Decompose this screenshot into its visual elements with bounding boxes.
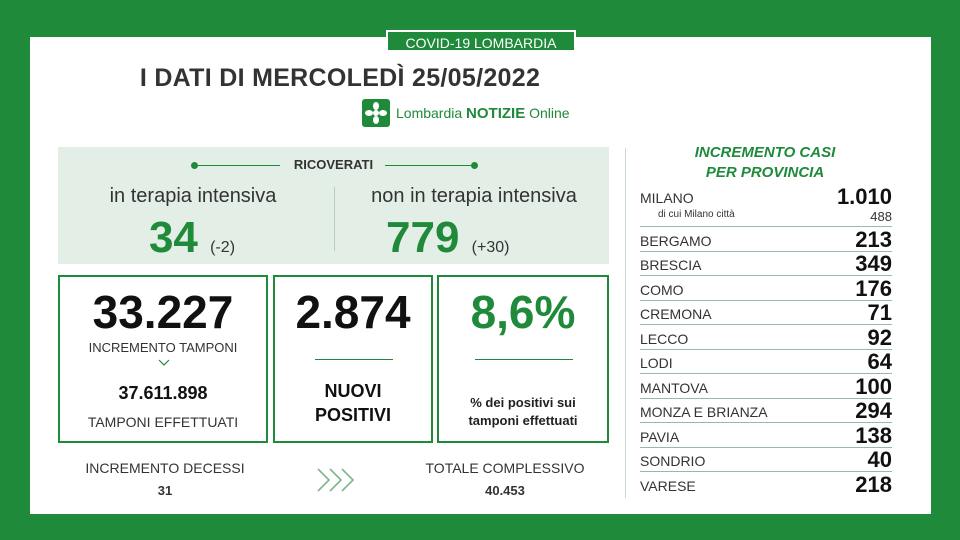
province-row-mantova (640, 376, 892, 399)
province-name: PAVIA (640, 429, 680, 445)
province-row-pavia (640, 425, 892, 448)
ricoverati-title: RICOVERATI (293, 157, 374, 172)
province-value: 218 (855, 472, 892, 497)
intensiva-label: in terapia intensiva (109, 185, 277, 207)
province-row-lecco (640, 327, 892, 350)
positivi-divider (315, 359, 393, 360)
province-name: COMO (640, 282, 684, 298)
province-value: 1.010 (836, 184, 892, 209)
tamponi-totale-value: 37.611.898 (118, 383, 208, 403)
province-value: 64 (867, 349, 892, 374)
brand-bold: NOTIZIE (466, 104, 526, 122)
region-tag: COVID-19 LOMBARDIA (386, 30, 576, 52)
province-value: 71 (867, 300, 892, 325)
province-name: MANTOVA (640, 380, 708, 396)
ricoverati-separator (334, 187, 335, 251)
province-name: LECCO (640, 331, 689, 347)
percentuale-box (437, 275, 609, 443)
province-row-monza (640, 400, 892, 423)
chevrons-right-icon (316, 466, 358, 494)
page-title: I DATI DI MERCOLEDÌ 25/05/2022 (139, 64, 541, 92)
tamponi-totale-label: TAMPONI EFFETTUATI (87, 414, 239, 430)
province-value: 213 (855, 227, 892, 252)
column-separator (625, 148, 626, 498)
ricoverati-panel (58, 147, 609, 264)
tamponi-box (58, 275, 268, 443)
province-title-2: PER PROVINCIA (705, 164, 825, 181)
chevron-down-icon (158, 359, 170, 367)
decessi-totale-label: TOTALE COMPLESSIVO (425, 460, 585, 476)
non-intensiva-number: 779 (386, 213, 460, 262)
milano-divider (640, 226, 892, 227)
province-name: CREMONA (640, 306, 712, 322)
milano-city-value: 488 (870, 209, 892, 224)
non-intensiva-delta: (+30) (471, 239, 510, 256)
tamponi-incremento-label: INCREMENTO TAMPONI (88, 340, 238, 355)
province-name: MILANO (640, 190, 694, 206)
intensiva-delta: (-2) (210, 239, 236, 256)
positivi-box (273, 275, 433, 443)
milano-city-row (640, 209, 892, 224)
province-row-sondrio (640, 449, 892, 472)
positivi-value: 2.874 (295, 286, 411, 338)
positivi-label-1: NUOVI (324, 381, 382, 401)
province-value: 294 (855, 398, 892, 423)
brand-text (396, 105, 570, 122)
dot-right (471, 162, 478, 169)
province-value: 138 (855, 423, 892, 448)
province-value: 40 (867, 447, 892, 472)
percentuale-value: 8,6% (470, 286, 576, 338)
province-name: BRESCIA (640, 257, 702, 273)
province-value: 92 (867, 325, 892, 350)
percentuale-label-1: % dei positivi sui (470, 395, 576, 410)
province-row-bergamo (640, 229, 892, 252)
positivi-label-2: POSITIVI (314, 405, 392, 425)
province-value: 176 (855, 276, 892, 301)
province-name: LODI (640, 355, 673, 371)
non-intensiva-value (386, 213, 606, 263)
intensiva-value (92, 213, 292, 263)
province-row-lodi (640, 351, 892, 374)
province-value: 349 (855, 251, 892, 276)
brand-name: Lombardia (396, 104, 463, 121)
province-title (640, 143, 890, 183)
lombardia-logo-icon (362, 99, 390, 127)
province-row-varese (640, 474, 892, 496)
milano-city-label: di cui Milano città (658, 209, 735, 220)
percentuale-divider (475, 359, 573, 360)
province-row-cremona (640, 302, 892, 325)
brand-suffix: Online (529, 104, 570, 121)
province-value: 100 (855, 374, 892, 399)
line-right (385, 165, 471, 166)
province-title-1: INCREMENTO CASI (694, 144, 836, 161)
province-name: BERGAMO (640, 233, 712, 249)
province-name: MONZA E BRIANZA (640, 404, 768, 420)
decessi-totale-value: 40.453 (485, 483, 525, 498)
brand-logo (362, 98, 570, 128)
province-row-como (640, 278, 892, 301)
percentuale-label-2: tamponi effettuati (468, 413, 578, 428)
province-row-milano (640, 186, 892, 208)
province-name: SONDRIO (640, 453, 706, 469)
intensiva-number: 34 (148, 213, 198, 262)
decessi-incremento-label: INCREMENTO DECESSI (85, 460, 245, 476)
province-name: VARESE (640, 478, 696, 494)
tamponi-incremento-value: 33.227 (92, 286, 234, 338)
non-intensiva-label: non in terapia intensiva (371, 185, 577, 207)
decessi-incremento-value: 31 (157, 483, 173, 498)
province-row-brescia (640, 253, 892, 276)
